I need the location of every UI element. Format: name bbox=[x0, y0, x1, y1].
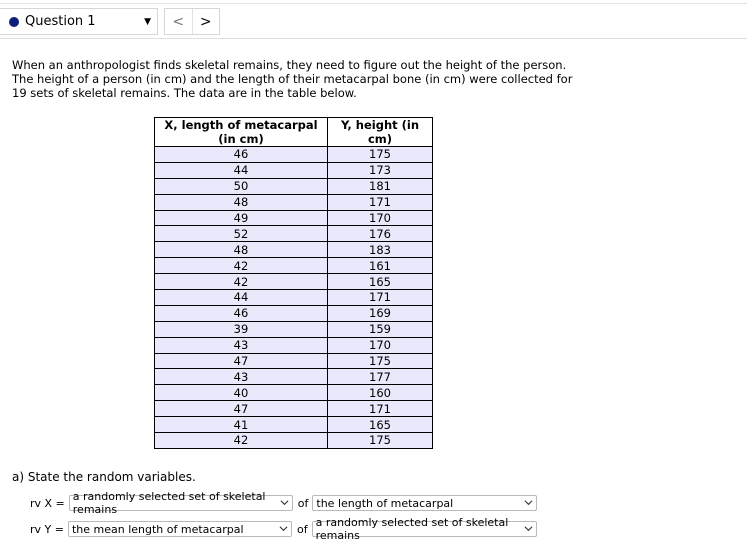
cell-x: 49 bbox=[155, 210, 328, 226]
table-row bbox=[155, 242, 433, 258]
cell-x: 47 bbox=[155, 401, 328, 417]
rv-y-measure-value: the mean length of metacarpal bbox=[71, 522, 244, 536]
rv-x-measure-value: the length of metacarpal bbox=[316, 496, 454, 510]
chevron-down-icon bbox=[280, 498, 289, 507]
question-selector[interactable] bbox=[0, 8, 158, 35]
cell-x: 46 bbox=[155, 305, 328, 321]
cell-y: 161 bbox=[328, 258, 433, 274]
cell-y: 173 bbox=[328, 162, 433, 178]
cell-x: 39 bbox=[155, 321, 328, 337]
cell-y: 171 bbox=[328, 194, 433, 210]
cell-x: 46 bbox=[155, 147, 328, 163]
table-row bbox=[155, 401, 433, 417]
rv-y-subject-select[interactable] bbox=[312, 516, 537, 542]
cell-x: 42 bbox=[155, 433, 328, 449]
cell-y: 175 bbox=[328, 433, 433, 449]
chevron-down-icon bbox=[279, 524, 288, 533]
caret-down-icon: ▼ bbox=[144, 17, 151, 27]
cell-y: 165 bbox=[328, 274, 433, 290]
cell-y: 175 bbox=[328, 353, 433, 369]
cell-y: 183 bbox=[328, 242, 433, 258]
cell-y: 159 bbox=[328, 321, 433, 337]
cell-x: 52 bbox=[155, 226, 328, 242]
cell-x: 44 bbox=[155, 290, 328, 306]
table-row bbox=[155, 258, 433, 274]
rv-y-subject-value: a randomly selected set of skeletal remains bbox=[315, 516, 509, 542]
cell-y: 160 bbox=[328, 385, 433, 401]
table-row bbox=[155, 210, 433, 226]
cell-y: 170 bbox=[328, 210, 433, 226]
table-row bbox=[155, 162, 433, 178]
table-row bbox=[155, 147, 433, 163]
rv-x-row bbox=[30, 490, 537, 516]
question-text: When an anthropologist finds skeletal remains, they need to figure out the height of the person. The height of a person (in cm) and the length of their metacarpal bone (in cm) were collected for 19 sets of skeletal remains. The data are in the table below. bbox=[12, 58, 573, 100]
table-row bbox=[155, 417, 433, 433]
rv-y-of: of bbox=[296, 522, 308, 536]
table-row bbox=[155, 369, 433, 385]
cell-x: 42 bbox=[155, 258, 328, 274]
cell-x: 48 bbox=[155, 194, 328, 210]
question-nav bbox=[164, 8, 220, 35]
cell-y: 169 bbox=[328, 305, 433, 321]
cell-y: 165 bbox=[328, 417, 433, 433]
rv-x-of: of bbox=[297, 496, 309, 510]
column-header-x: X, length of metacarpal (in cm) bbox=[155, 118, 328, 147]
cell-x: 43 bbox=[155, 337, 328, 353]
column-header-y: Y, height (in cm) bbox=[328, 118, 433, 147]
table-row bbox=[155, 305, 433, 321]
cell-x: 44 bbox=[155, 162, 328, 178]
rv-y-measure-select[interactable] bbox=[68, 521, 292, 537]
cell-y: 170 bbox=[328, 337, 433, 353]
table-row bbox=[155, 433, 433, 449]
rv-x-label: rv X = bbox=[30, 496, 65, 510]
cell-y: 171 bbox=[328, 290, 433, 306]
status-dot-icon bbox=[9, 17, 19, 27]
data-table bbox=[154, 117, 433, 449]
cell-x: 42 bbox=[155, 274, 328, 290]
cell-x: 40 bbox=[155, 385, 328, 401]
next-question-button[interactable]: > bbox=[199, 13, 212, 30]
cell-x: 47 bbox=[155, 353, 328, 369]
rv-x-measure-select[interactable] bbox=[312, 495, 537, 511]
question-label: Question 1 bbox=[25, 14, 96, 29]
table-row bbox=[155, 353, 433, 369]
cell-x: 50 bbox=[155, 178, 328, 194]
cell-x: 43 bbox=[155, 369, 328, 385]
cell-y: 181 bbox=[328, 178, 433, 194]
cell-x: 41 bbox=[155, 417, 328, 433]
previous-question-button[interactable]: < bbox=[165, 9, 193, 34]
cell-y: 176 bbox=[328, 226, 433, 242]
part-a-heading: a) State the random variables. bbox=[12, 470, 196, 484]
table-row bbox=[155, 337, 433, 353]
chevron-down-icon bbox=[524, 498, 533, 507]
toolbar bbox=[0, 4, 747, 39]
cell-y: 175 bbox=[328, 147, 433, 163]
rv-y-row bbox=[30, 516, 537, 542]
table-row bbox=[155, 290, 433, 306]
table-row bbox=[155, 274, 433, 290]
table-row bbox=[155, 385, 433, 401]
rv-y-label: rv Y = bbox=[30, 522, 64, 536]
rv-x-subject-select[interactable] bbox=[69, 490, 293, 516]
cell-y: 177 bbox=[328, 369, 433, 385]
table-row bbox=[155, 226, 433, 242]
rv-x-subject-value: a randomly selected set of skeletal remains bbox=[72, 490, 266, 516]
cell-y: 171 bbox=[328, 401, 433, 417]
table-row bbox=[155, 194, 433, 210]
table-row bbox=[155, 321, 433, 337]
cell-x: 48 bbox=[155, 242, 328, 258]
chevron-down-icon bbox=[524, 524, 533, 533]
table-row bbox=[155, 178, 433, 194]
